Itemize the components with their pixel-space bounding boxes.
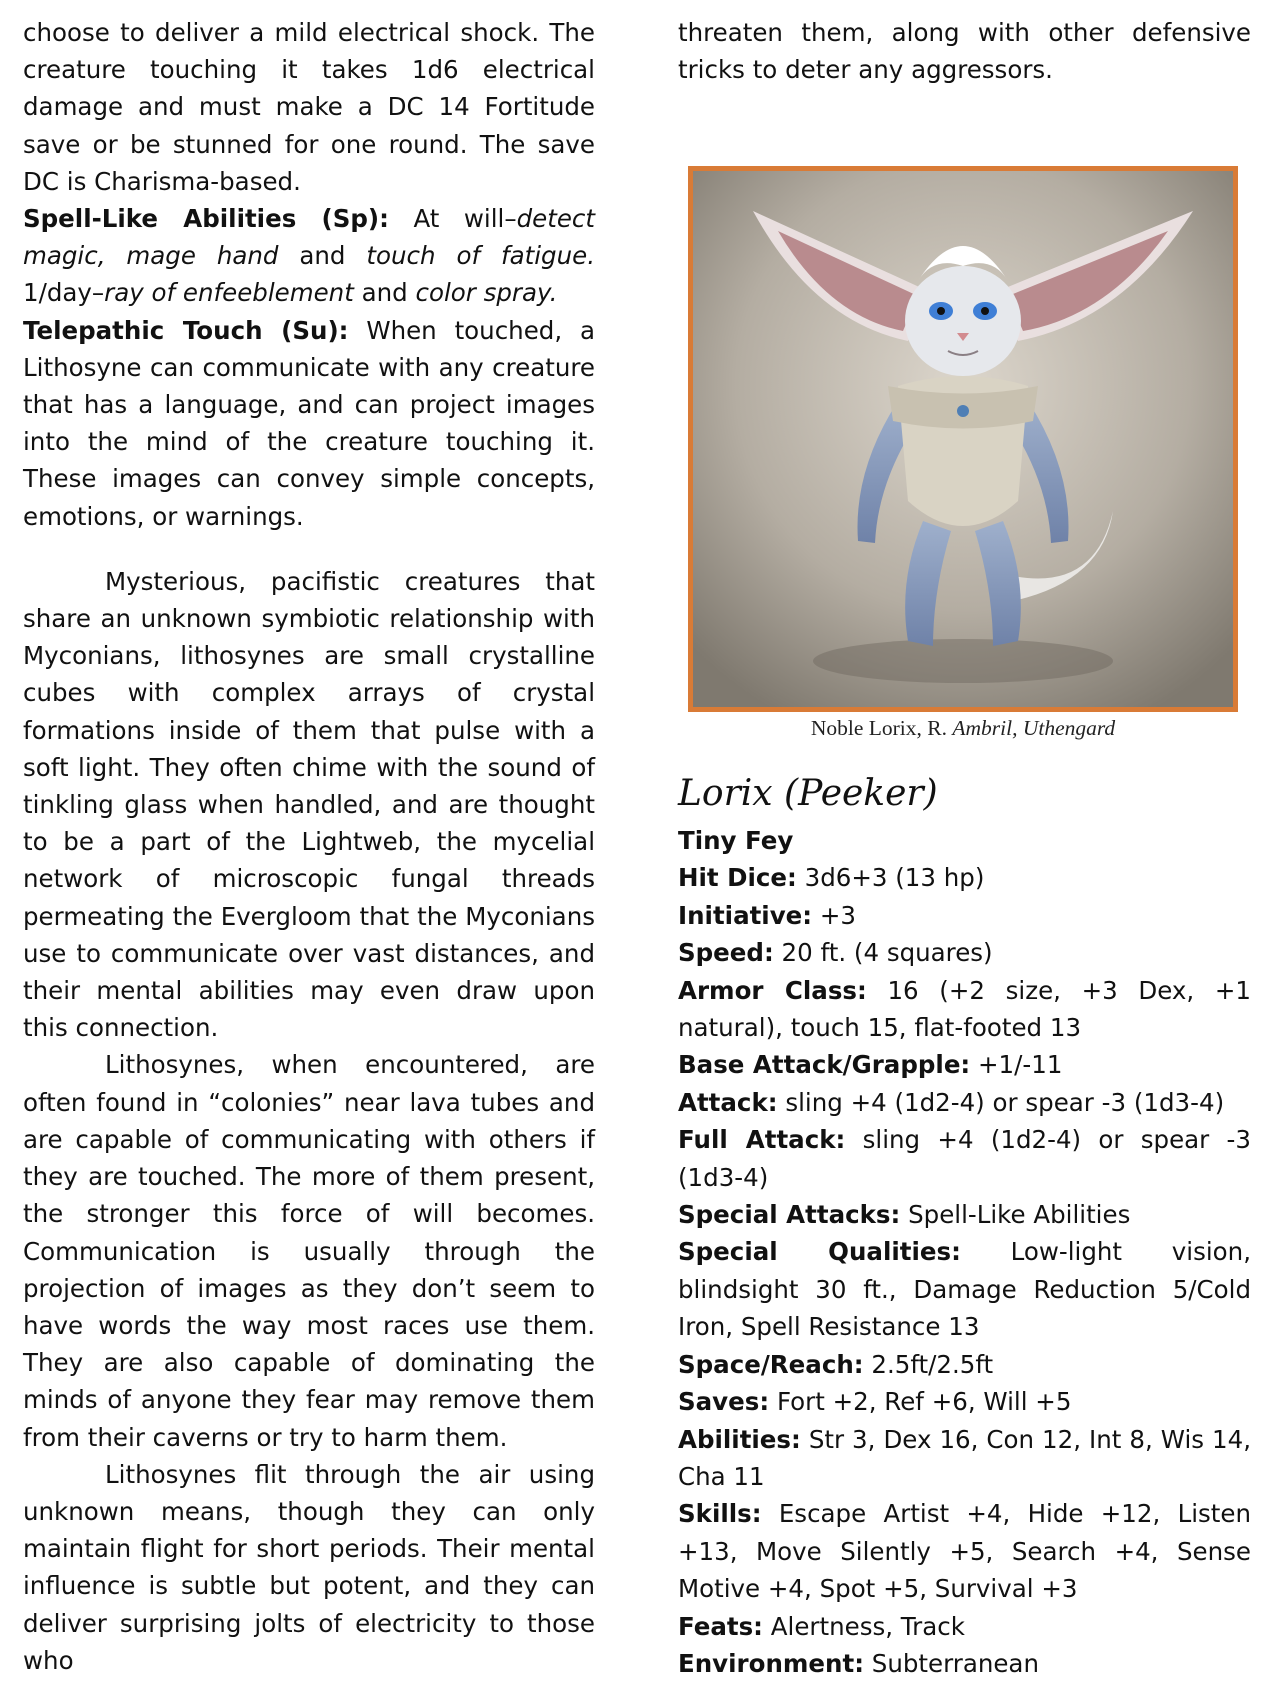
paragraph-shock: choose to deliver a mild electrical shock. The creature touching it takes 1d6 electrical damage and must make a DC 14 Fortitude save or be stunned for one round. The save DC is Charisma-based. — [23, 18, 595, 196]
stat-line — [678, 1196, 1251, 1233]
stat-value: Subterranean — [864, 1648, 1039, 1678]
sla-spell-4: color spray. — [415, 278, 558, 308]
stat-line — [678, 897, 1251, 934]
stat-label: Saves: — [678, 1387, 770, 1417]
stat-line — [678, 1608, 1251, 1645]
stat-label: Abilities: — [678, 1424, 801, 1454]
stat-line — [678, 1495, 1251, 1607]
stat-value: Low-light vision, blindsight 30 ft., Damage Reduction 5/Cold Iron, Spell Resistance 13 — [678, 1237, 1251, 1342]
caption-italic: Ambril, Uthengard — [952, 716, 1116, 740]
stat-value: Spell-Like Abilities — [900, 1200, 1131, 1230]
paragraph-flight: Lithosynes flit through the air using unknown means, though they can only maintain flight for short periods. Their mental influence is subtle but potent, and they can deliver surprising jolts of electricity to those who — [23, 1459, 595, 1675]
paragraph-threaten: threaten them, along with other defensive tricks to deter any aggressors. — [678, 18, 1251, 85]
sla-spell-3: ray of enfeeblement — [104, 278, 354, 308]
paragraph-mysterious: Mysterious, pacifistic creatures that share an unknown symbiotic relationship with Myconians, lithosynes are small crystalline cubes with complex arrays of crystal formations inside of them that pulse with a soft light. They often chime with the sound of tinkling glass when handled, and are thought to be a part of the Lightweb, the mycelial network of microscopic fungal threads permeating the Evergloom that the Myconians use to communicate over vast distances, and their mental abilities may even draw upon this connection. — [23, 566, 595, 1043]
stat-line — [678, 1383, 1251, 1420]
stat-label: Armor Class: — [678, 975, 867, 1005]
stat-label: Full Attack: — [678, 1125, 846, 1155]
stat-label: Special Attacks: — [678, 1200, 901, 1230]
stat-value: 16 (+2 size, +3 Dex, +1 natural), touch 15, flat-footed 13 — [678, 975, 1251, 1043]
sla-and-2: and — [361, 278, 408, 308]
sla-per-day: 1/day– — [23, 278, 105, 308]
stat-value: 20 ft. (4 squares) — [773, 938, 993, 968]
sla-and-1: and — [299, 241, 346, 271]
stat-label: Speed: — [678, 938, 774, 968]
stat-label: Skills: — [678, 1499, 762, 1529]
lorix-drawing — [693, 171, 1233, 707]
stat-label: Special Qualities: — [678, 1237, 961, 1267]
stat-line — [678, 972, 1251, 1047]
stat-label: Initiative: — [678, 900, 813, 930]
stat-label: Attack: — [678, 1087, 778, 1117]
figure-caption — [688, 716, 1238, 741]
stat-label: Environment: — [678, 1648, 864, 1678]
sla-label: Spell-Like Abilities (Sp): — [23, 204, 389, 234]
telepathic-touch — [23, 312, 595, 535]
stat-value: Alertness, Track — [762, 1611, 965, 1641]
right-column-top — [678, 14, 1251, 88]
paragraph-gap — [23, 535, 595, 563]
stat-label: Space/Reach: — [678, 1349, 864, 1379]
stat-value: sling +4 (1d2-4) or spear -3 (1d3-4) — [777, 1087, 1225, 1117]
stat-value: +1/-11 — [970, 1050, 1063, 1080]
left-column — [23, 14, 595, 1679]
stat-label: Feats: — [678, 1611, 763, 1641]
stat-value: 2.5ft/2.5ft — [863, 1349, 994, 1379]
stat-line — [678, 1084, 1251, 1121]
paragraph-colonies: Lithosynes, when encountered, are often found in “colonies” near lava tubes and are capable of communicating with others if they are touched. The more of them present, the stronger this force of will becomes. Communication is usually through the projection of images as they don’t seem to have words the way most races use them. They are also capable of dominating the minds of anyone they fear may remove them from their caverns or try to harm them. — [23, 1050, 595, 1452]
sla-at-will: At will– — [413, 204, 517, 234]
creature-illustration — [688, 166, 1238, 712]
stat-line — [678, 934, 1251, 971]
stat-lines — [678, 859, 1251, 1682]
stat-label: Hit Dice: — [678, 863, 797, 893]
spell-like-abilities — [23, 200, 595, 312]
stat-block — [678, 822, 1251, 1682]
stat-value: Escape Artist +4, Hide +12, Listen +13, Move Silently +5, Search +4, Sense Motive +4, Spot +5, Survival +3 — [678, 1499, 1251, 1604]
stat-value: sling +4 (1d2-4) or spear -3 (1d3-4) — [678, 1125, 1251, 1192]
caption-prefix: Noble Lorix, R. — [810, 716, 947, 740]
stat-line — [678, 1233, 1251, 1345]
stat-value: Fort +2, Ref +6, Will +5 — [769, 1387, 1072, 1417]
stat-value: Str 3, Dex 16, Con 12, Int 8, Wis 14, Cha 11 — [678, 1424, 1251, 1491]
stat-value: +3 — [812, 900, 856, 930]
stat-line — [678, 1346, 1251, 1383]
stat-line — [678, 1645, 1251, 1682]
sla-spell-1: detect magic, mage hand — [23, 204, 595, 271]
tt-text: When touched, a Lithosyne can communicate with any creature that has a language, and can project images into the mind of the creature touching it. These images can convey simple concepts, emotions, or warnings. — [23, 315, 595, 531]
stat-line — [678, 1421, 1251, 1496]
sla-spell-2: touch of fatigue. — [366, 241, 595, 271]
creature-type-label: Tiny Fey — [678, 826, 794, 855]
stat-line — [678, 859, 1251, 896]
stat-line — [678, 1046, 1251, 1083]
stat-block-title: Lorix (Peeker) — [678, 773, 938, 814]
stat-line — [678, 1121, 1251, 1196]
stat-label: Base Attack/Grapple: — [678, 1050, 971, 1080]
stat-value: 3d6+3 (13 hp) — [796, 863, 985, 893]
creature-type — [678, 822, 1251, 859]
tt-label: Telepathic Touch (Su): — [23, 315, 349, 345]
